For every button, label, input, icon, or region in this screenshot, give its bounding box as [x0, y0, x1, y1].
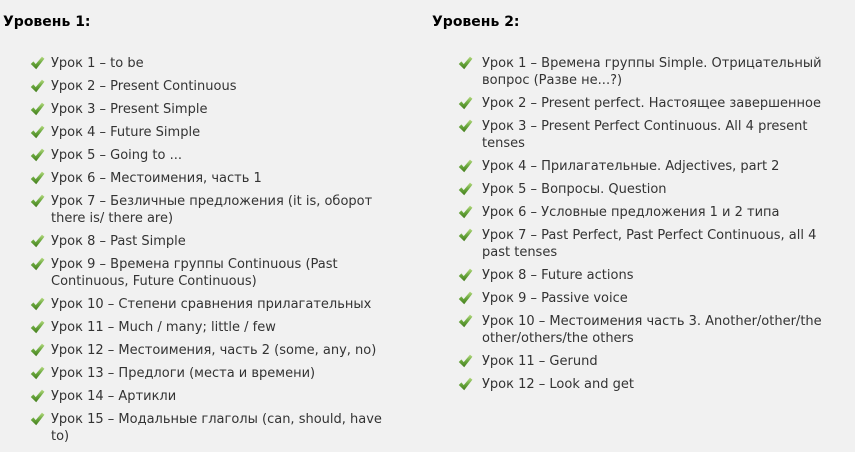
check-icon	[458, 182, 473, 196]
check-icon	[30, 389, 45, 403]
lesson-label: Урок 7 – Безличные предложения (it is, оборот there is/ there are)	[51, 194, 373, 226]
check-icon	[458, 377, 473, 391]
lesson-label: Урок 13 – Предлоги (места и времени)	[51, 366, 316, 381]
check-icon	[30, 148, 45, 162]
lesson-item[interactable]	[429, 95, 847, 112]
check-icon	[458, 291, 473, 305]
lesson-label: Урок 3 – Present Perfect Continuous. All 4 present tenses	[482, 119, 808, 151]
lesson-item[interactable]	[0, 233, 396, 250]
level-2-section	[429, 0, 855, 452]
lesson-label: Урок 11 – Gerund	[482, 354, 598, 369]
lesson-label: Урок 5 – Вопросы. Question	[482, 182, 667, 197]
lesson-label: Урок 3 – Present Simple	[51, 102, 208, 117]
lesson-label: Урок 4 – Future Simple	[51, 125, 201, 140]
lesson-item[interactable]	[0, 388, 396, 405]
lesson-item[interactable]	[0, 147, 396, 164]
lesson-label: Урок 8 – Future actions	[482, 268, 634, 283]
check-icon	[30, 297, 45, 311]
check-icon	[30, 125, 45, 139]
check-icon	[30, 102, 45, 116]
check-icon	[30, 56, 45, 70]
check-icon	[30, 343, 45, 357]
lesson-item[interactable]	[429, 267, 847, 284]
lesson-label: Урок 8 – Past Simple	[51, 234, 186, 249]
lesson-item[interactable]	[0, 365, 396, 382]
lesson-item[interactable]	[0, 170, 396, 187]
lesson-label: Урок 4 – Прилагательные. Adjectives, part 2	[482, 159, 780, 174]
lesson-label: Урок 7 – Past Perfect, Past Perfect Continuous, all 4 past tenses	[482, 228, 817, 260]
lesson-item[interactable]	[429, 376, 847, 393]
lesson-item[interactable]	[0, 256, 396, 290]
lesson-item[interactable]	[0, 78, 396, 95]
level-2-heading: Уровень 2:	[432, 14, 520, 30]
lesson-item[interactable]	[429, 181, 847, 198]
lesson-item[interactable]	[429, 158, 847, 175]
check-icon	[458, 56, 473, 70]
level-1-lesson-list	[0, 55, 429, 445]
lesson-item[interactable]	[0, 55, 396, 72]
check-icon	[30, 194, 45, 208]
check-icon	[30, 320, 45, 334]
lesson-label: Урок 1 – Времена группы Simple. Отрицательный вопрос (Разве не...?)	[482, 56, 822, 88]
level-2-lesson-list	[429, 55, 855, 393]
lesson-label: Урок 9 – Passive voice	[482, 291, 628, 306]
check-icon	[30, 79, 45, 93]
lesson-label: Урок 2 – Present perfect. Настоящее завершенное	[482, 96, 821, 111]
lesson-label: Урок 11 – Much / many; little / few	[51, 320, 276, 335]
lesson-item[interactable]	[429, 353, 847, 370]
lesson-label: Урок 15 – Модальные глаголы (can, should, have to)	[51, 412, 382, 444]
lesson-label: Урок 1 – to be	[51, 56, 144, 71]
lesson-item[interactable]	[0, 193, 396, 227]
check-icon	[458, 119, 473, 133]
check-icon	[458, 96, 473, 110]
check-icon	[30, 412, 45, 426]
lesson-item[interactable]	[0, 319, 396, 336]
lesson-label: Урок 5 – Going to ...	[51, 148, 182, 163]
level-1-heading: Уровень 1:	[3, 14, 91, 30]
lesson-item[interactable]	[0, 411, 396, 445]
check-icon	[458, 354, 473, 368]
lesson-item[interactable]	[0, 296, 396, 313]
lesson-item[interactable]	[429, 313, 847, 347]
lesson-label: Урок 6 – Местоимения, часть 1	[51, 171, 262, 186]
lesson-item[interactable]	[429, 227, 847, 261]
check-icon	[458, 159, 473, 173]
lesson-label: Урок 10 – Степени сравнения прилагательных	[51, 297, 372, 312]
lesson-label: Урок 10 – Местоимения часть 3. Another/other/the other/others/the others	[482, 314, 822, 346]
lesson-item[interactable]	[429, 55, 847, 89]
lesson-item[interactable]	[429, 204, 847, 221]
lesson-label: Урок 6 – Условные предложения 1 и 2 типа	[482, 205, 780, 220]
check-icon	[30, 234, 45, 248]
check-icon	[458, 205, 473, 219]
check-icon	[30, 171, 45, 185]
lesson-item[interactable]	[0, 101, 396, 118]
check-icon	[30, 257, 45, 271]
lesson-label: Урок 9 – Времена группы Continuous (Past Continuous, Future Continuous)	[51, 257, 338, 289]
lesson-item[interactable]	[0, 342, 396, 359]
check-icon	[458, 228, 473, 242]
lesson-label: Урок 12 – Местоимения, часть 2 (some, any, no)	[51, 343, 377, 358]
lesson-item[interactable]	[429, 118, 847, 152]
check-icon	[458, 314, 473, 328]
check-icon	[30, 366, 45, 380]
lesson-label: Урок 12 – Look and get	[482, 377, 634, 392]
check-icon	[458, 268, 473, 282]
lesson-item[interactable]	[0, 124, 396, 141]
lesson-label: Урок 2 – Present Continuous	[51, 79, 237, 94]
lesson-item[interactable]	[429, 290, 847, 307]
lesson-label: Урок 14 – Артикли	[51, 389, 177, 404]
